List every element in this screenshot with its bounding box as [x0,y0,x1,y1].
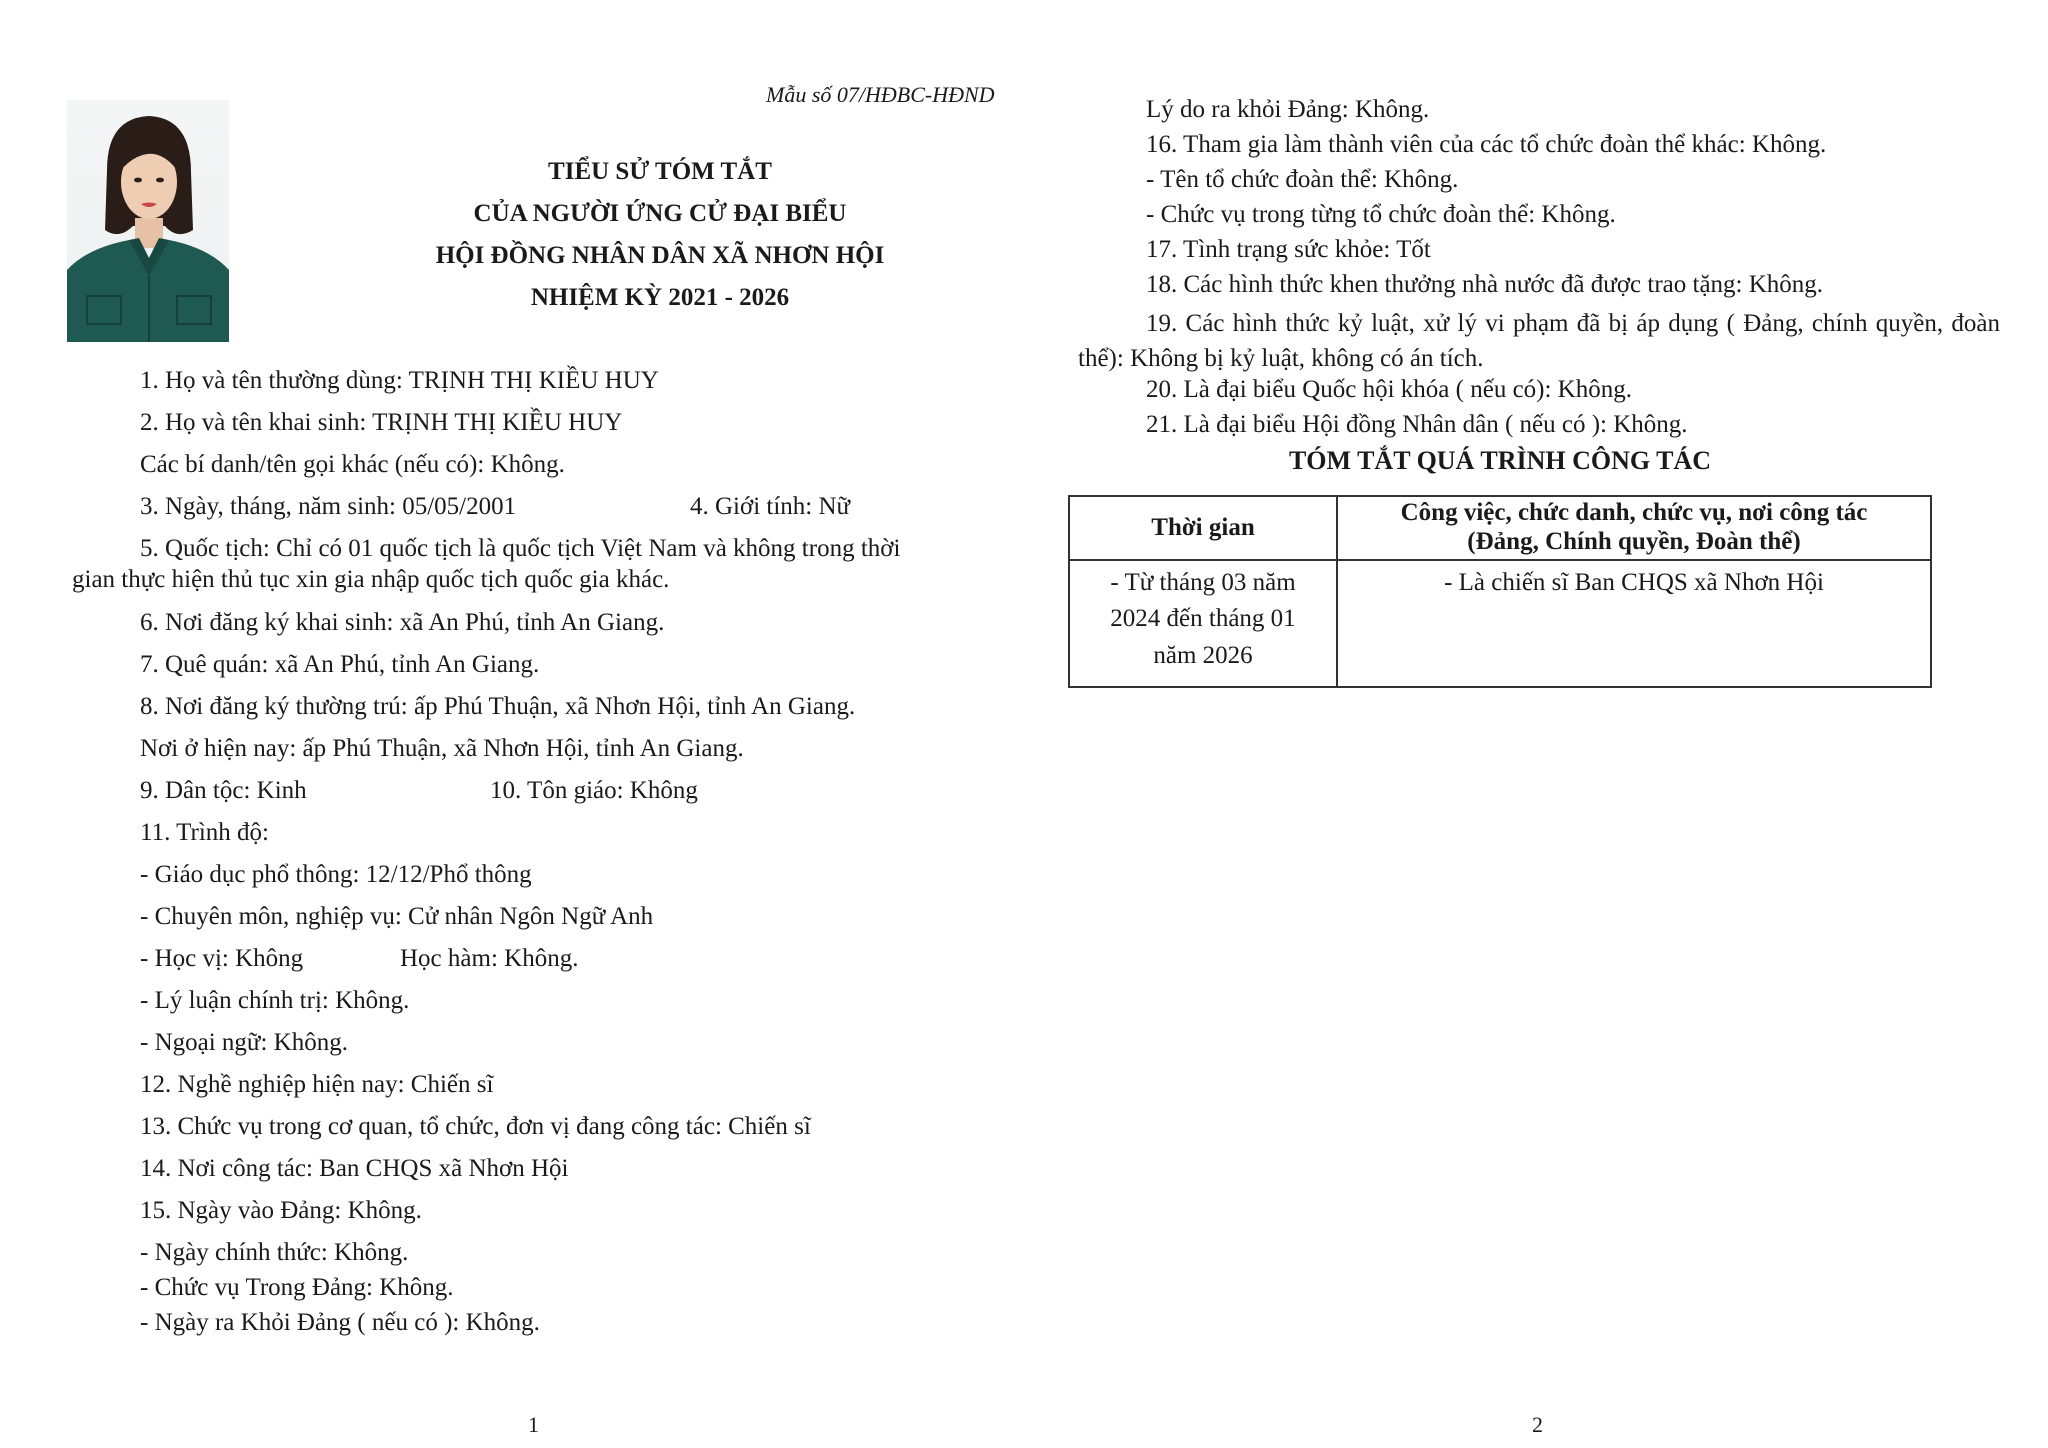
organization-position: - Chức vụ trong từng tổ chức đoàn thể: Không. [1146,201,1616,228]
item-3-date-of-birth: 3. Ngày, tháng, năm sinh: 05/05/2001 [140,493,517,520]
party-position: - Chức vụ Trong Đảng: Không. [140,1274,454,1301]
page-number-2: 2 [1532,1412,1543,1437]
cell-time-line-1: - Từ tháng 03 năm [1110,569,1296,596]
party-leave-reason: Lý do ra khỏi Đảng: Không. [1146,96,1430,123]
cell-time-line-3: năm 2026 [1153,641,1253,669]
item-19-discipline [1078,306,2000,376]
item-21-peoples-council: 21. Là đại biểu Hội đồng Nhân dân ( nếu có ): Không. [1146,411,1688,438]
item-19-line-2: đoàn thể): Không bị kỷ luật, không có án tích. [1078,310,2000,372]
item-16-organizations: 16. Tham gia làm thành viên của các tổ chức đoàn thể khác: Không. [1146,131,1827,158]
party-leave-date: - Ngày ra Khỏi Đảng ( nếu có ): Không. [140,1309,540,1336]
header-time: Thời gian [1069,496,1337,560]
work-history-table [1068,495,1932,688]
table-row [1069,560,1931,687]
aliases: Các bí danh/tên gọi khác (nếu có): Không. [140,451,565,478]
item-19-line-1: 19. Các hình thức kỷ luật, xử lý vi phạm đã bị áp dụng ( Đảng, chính quyền, [1146,310,1944,337]
cell-work: - Là chiến sĩ Ban CHQS xã Nhơn Hội [1337,560,1931,687]
political-theory: - Lý luận chính trị: Không. [140,987,410,1014]
academic-title: Học hàm: Không. [400,945,579,972]
header-work [1337,496,1931,560]
item-20-national-assembly: 20. Là đại biểu Quốc hội khóa ( nếu có): Không. [1146,376,1632,403]
form-number: Mẫu số 07/HĐBC-HĐND [766,82,995,107]
item-17-health: 17. Tình trạng sức khỏe: Tốt [1146,236,1431,263]
party-official-date: - Ngày chính thức: Không. [140,1239,409,1266]
item-11-qualifications: 11. Trình độ: [140,819,269,846]
item-10-religion: 10. Tôn giáo: Không [490,777,698,804]
item-13-position: 13. Chức vụ trong cơ quan, tổ chức, đơn vị đang công tác: Chiến sĩ [140,1113,811,1140]
item-4-gender: 4. Giới tính: Nữ [690,493,851,520]
current-residence: Nơi ở hiện nay: ấp Phú Thuận, xã Nhơn Hội, tỉnh An Giang. [140,735,744,762]
item-5-nationality-line-1: 5. Quốc tịch: Chỉ có 01 quốc tịch là quốc tịch Việt Nam và không trong thời [140,535,901,562]
item-15-party-join-date: 15. Ngày vào Đảng: Không. [140,1197,422,1224]
item-12-occupation: 12. Nghề nghiệp hiện nay: Chiến sĩ [140,1071,494,1098]
item-7-hometown: 7. Quê quán: xã An Phú, tỉnh An Giang. [140,651,540,678]
item-8-permanent-residence: 8. Nơi đăng ký thường trú: ấp Phú Thuận, xã Nhơn Hội, tỉnh An Giang. [140,693,856,720]
item-6-birth-registration: 6. Nơi đăng ký khai sinh: xã An Phú, tỉnh An Giang. [140,609,665,636]
document-title-line-4: NHIỆM KỲ 2021 - 2026 [530,284,790,311]
header-work-line-2: (Đảng, Chính quyền, Đoàn thể) [1467,528,1801,555]
work-history-heading: TÓM TẮT QUÁ TRÌNH CÔNG TÁC [1288,446,1712,475]
item-2-birth-name: 2. Họ và tên khai sinh: TRỊNH THỊ KIỀU HUY [140,409,623,436]
academic-degree: - Học vị: Không [140,945,304,972]
portrait-photo [67,100,229,342]
document-title-line-2: CỦA NGƯỜI ỨNG CỬ ĐẠI BIỂU [473,200,847,227]
table-header-row [1069,496,1931,560]
item-9-ethnicity: 9. Dân tộc: Kinh [140,777,307,804]
item-14-workplace: 14. Nơi công tác: Ban CHQS xã Nhơn Hội [140,1155,569,1182]
document-title-line-3: HỘI ĐỒNG NHÂN DÂN XÃ NHƠN HỘI [435,242,885,269]
item-18-awards: 18. Các hình thức khen thưởng nhà nước đã được trao tặng: Không. [1146,271,1824,298]
item-1-common-name: 1. Họ và tên thường dùng: TRỊNH THỊ KIỀU HUY [140,367,659,394]
item-5-nationality-line-2: gian thực hiện thủ tục xin gia nhập quốc tịch quốc gia khác. [72,566,670,593]
cell-time [1069,560,1337,687]
specialty: - Chuyên môn, nghiệp vụ: Cử nhân Ngôn Ngữ Anh [140,903,654,930]
page-number-1: 1 [528,1412,539,1437]
header-work-line-1: Công việc, chức danh, chức vụ, nơi công tác [1400,499,1868,527]
organization-name: - Tên tổ chức đoàn thể: Không. [1146,166,1459,193]
document-title-line-1: TIỂU SỬ TÓM TẮT [548,158,772,185]
foreign-language: - Ngoại ngữ: Không. [140,1029,348,1056]
general-education: - Giáo dục phổ thông: 12/12/Phổ thông [140,861,532,888]
cell-time-line-2: 2024 đến tháng 01 [1110,605,1296,633]
